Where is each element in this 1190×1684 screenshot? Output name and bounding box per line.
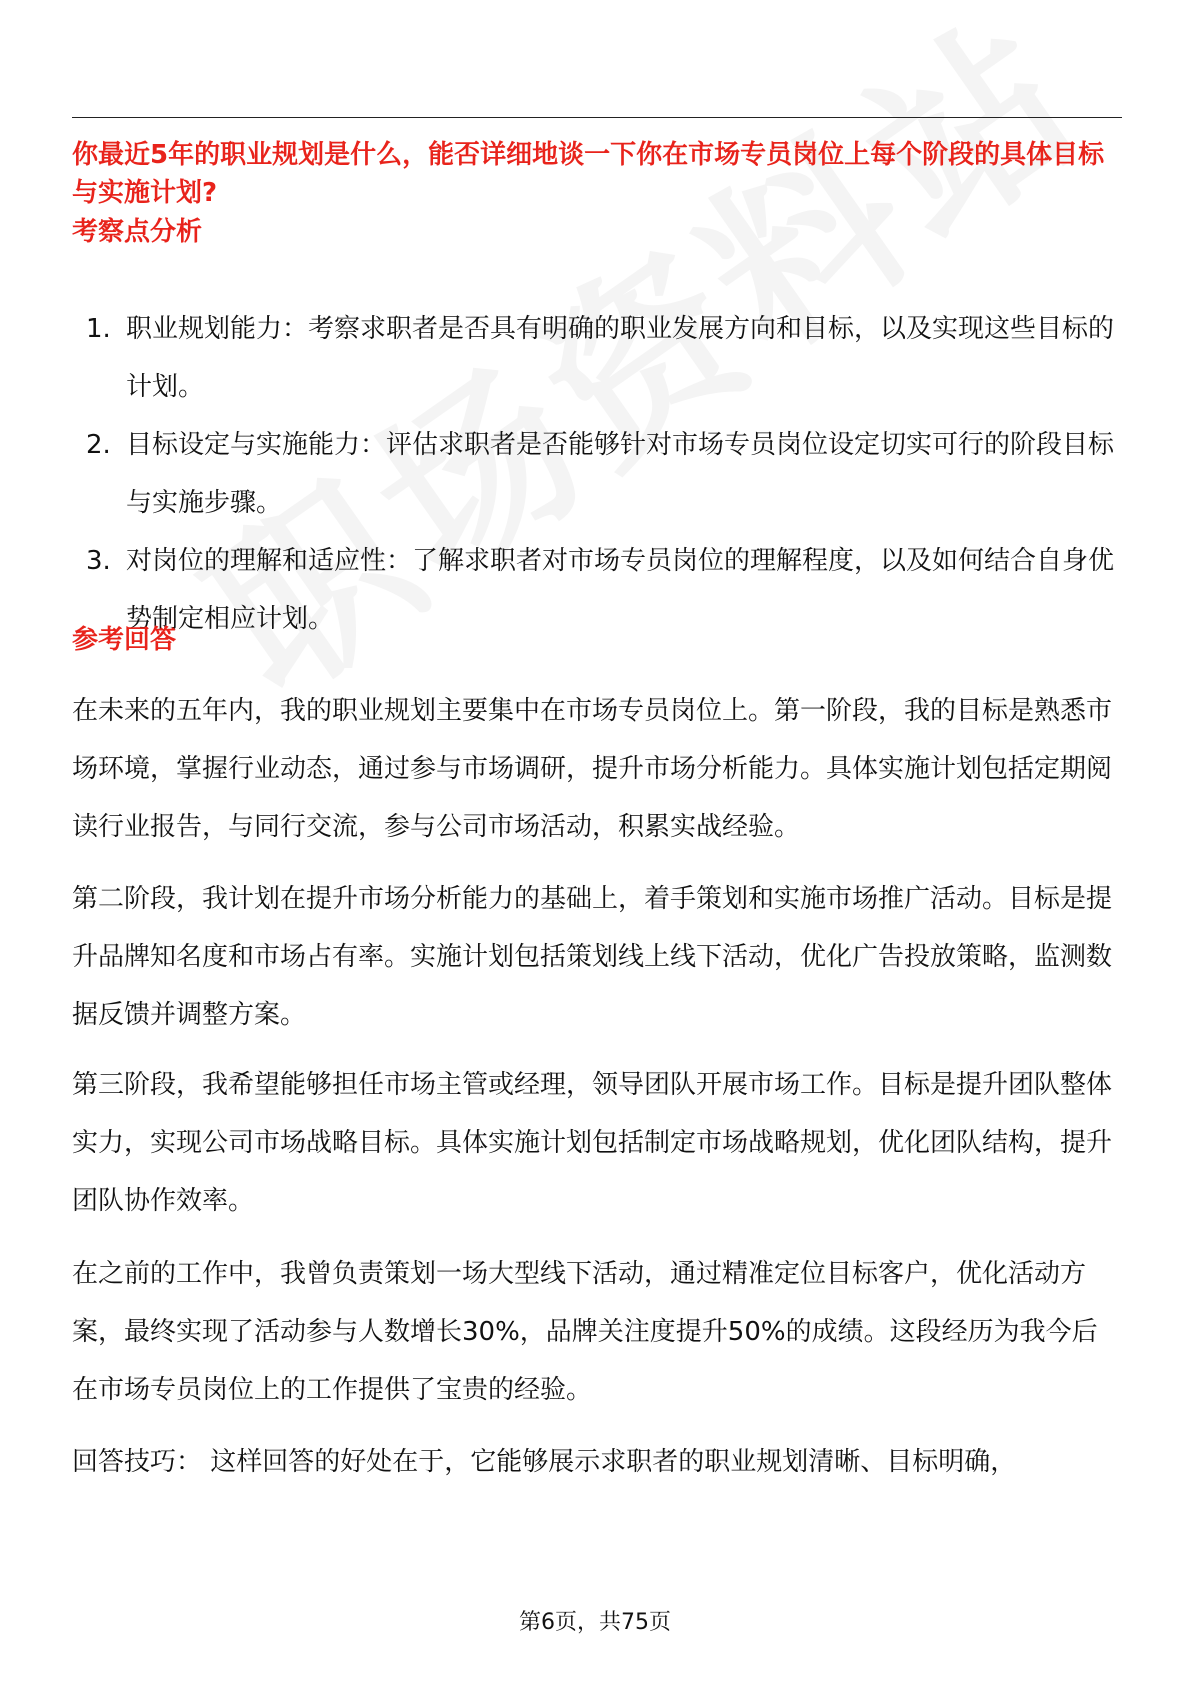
analysis-list bbox=[72, 300, 1122, 648]
analysis-heading: 考察点分析 bbox=[72, 217, 203, 247]
page-number: 第6页，共75页 bbox=[519, 1610, 671, 1635]
list-number: 2. bbox=[86, 430, 111, 460]
analysis-item-text: 对岗位的理解和适应性：了解求职者对市场专员岗位的理解程度，以及如何结合自身优势制定相应计划。 bbox=[126, 546, 1115, 634]
top-divider bbox=[72, 117, 1122, 118]
analysis-item-text: 目标设定与实施能力：评估求职者是否能够针对市场专员岗位设定切实可行的阶段目标与实施步骤。 bbox=[126, 430, 1115, 518]
question-title: 你最近5年的职业规划是什么，能否详细地谈一下你在市场专员岗位上每个阶段的具体目标与实施计划? bbox=[72, 140, 1105, 208]
analysis-item-text: 职业规划能力：考察求职者是否具有明确的职业发展方向和目标，以及实现这些目标的计划。 bbox=[126, 314, 1115, 402]
analysis-item bbox=[72, 300, 1122, 416]
analysis-item bbox=[72, 416, 1122, 532]
analysis-item bbox=[72, 532, 1122, 648]
answer-paragraph: 在未来的五年内，我的职业规划主要集中在市场专员岗位上。第一阶段，我的目标是熟悉市场环境，掌握行业动态，通过参与市场调研，提升市场分析能力。具体实施计划包括定期阅读行业报告，与同行交流，参与公司市场活动，积累实战经验。 bbox=[72, 696, 1113, 842]
list-number: 3. bbox=[86, 546, 111, 576]
answer-paragraph: 在之前的工作中，我曾负责策划一场大型线下活动，通过精准定位目标客户，优化活动方案，最终实现了活动参与人数增长30%，品牌关注度提升50%的成绩。这段经历为我今后在市场专员岗位上的工作提供了宝贵的经验。 bbox=[72, 1259, 1098, 1405]
answer-paragraph: 第三阶段，我希望能够担任市场主管或经理，领导团队开展市场工作。目标是提升团队整体实力，实现公司市场战略目标。具体实施计划包括制定市场战略规划，优化团队结构，提升团队协作效率。 bbox=[72, 1070, 1113, 1216]
answer-heading: 参考回答 bbox=[72, 625, 177, 655]
answer-tips: 回答技巧： 这样回答的好处在于，它能够展示求职者的职业规划清晰、目标明确， bbox=[72, 1447, 1017, 1477]
list-number: 1. bbox=[86, 314, 111, 344]
answer-paragraph: 第二阶段，我计划在提升市场分析能力的基础上，着手策划和实施市场推广活动。目标是提升品牌知名度和市场占有率。实施计划包括策划线上线下活动，优化广告投放策略，监测数据反馈并调整方案。 bbox=[72, 884, 1113, 1030]
